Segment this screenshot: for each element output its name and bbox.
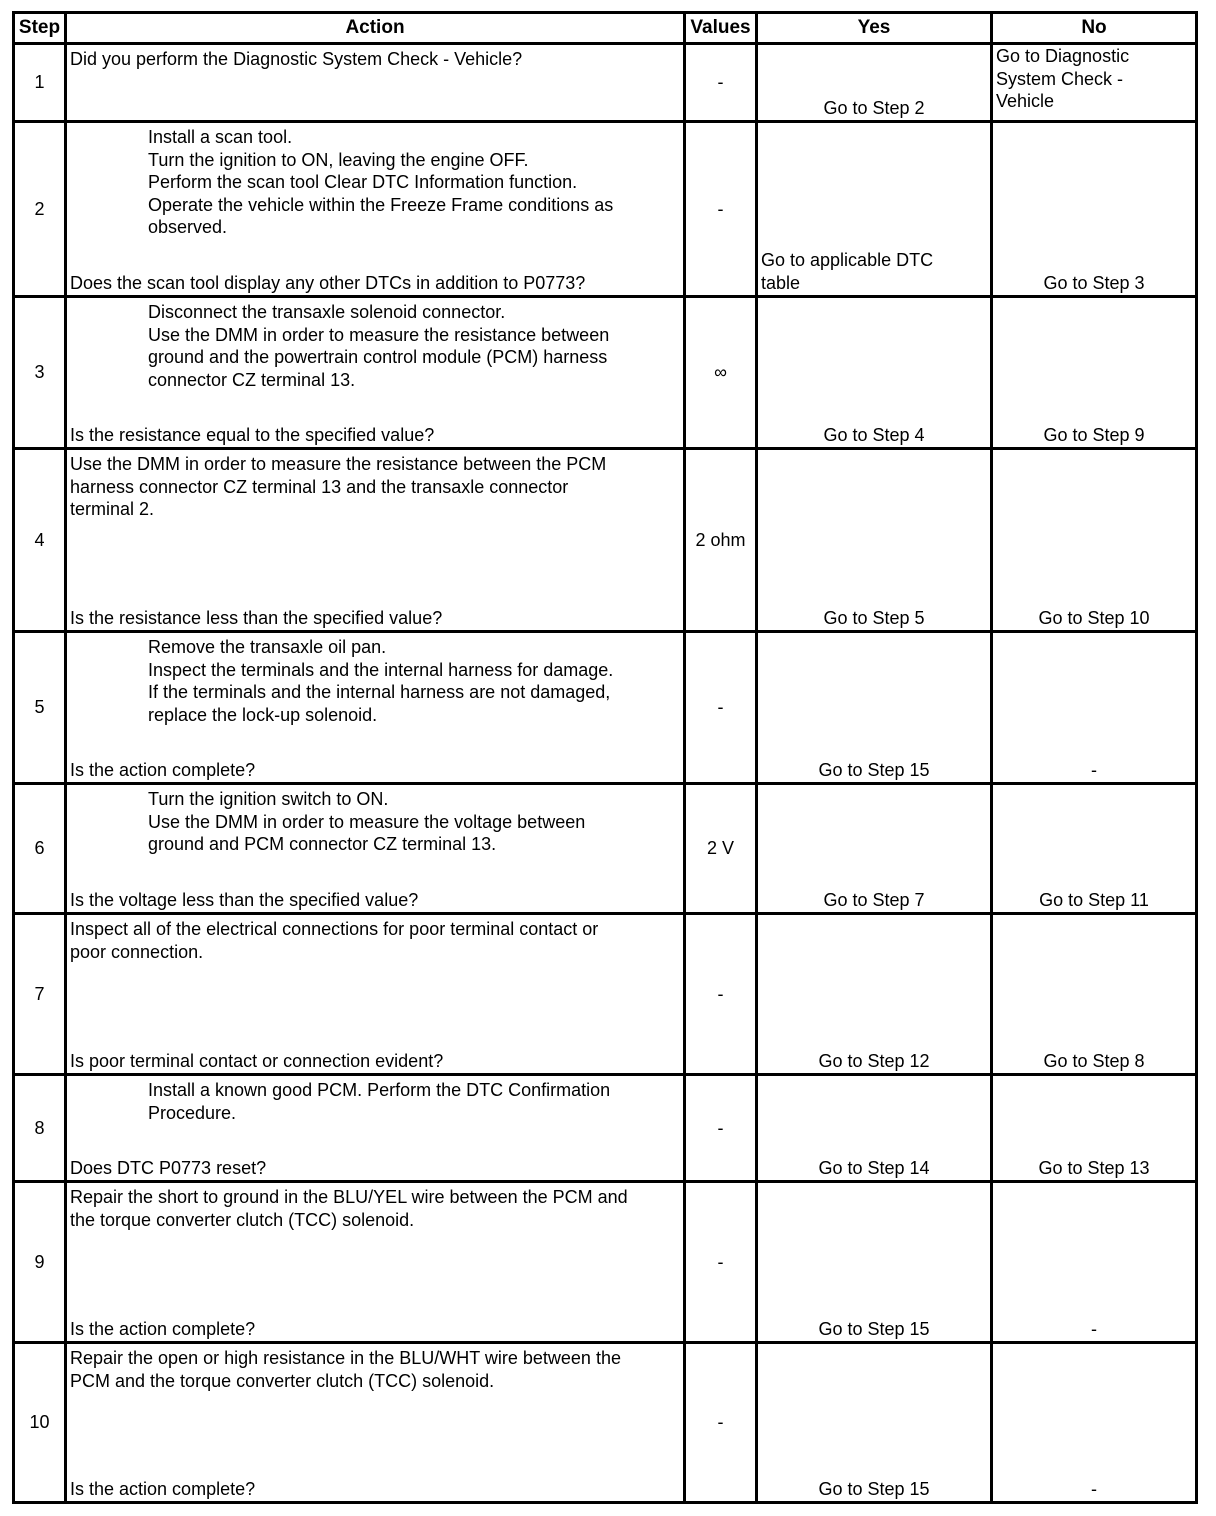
no-action: Go to Diagnostic System Check - Vehicle [996, 46, 1130, 111]
action-instructions: Repair the open or high resistance in the BLU/WHT wire between the PCM and the torque converter clutch (TCC) solenoid. [70, 1348, 621, 1391]
yes-cell [757, 1182, 992, 1343]
no-action: Go to Step 11 [1039, 889, 1149, 910]
header-yes: Yes [757, 13, 992, 44]
no-cell [992, 1075, 1197, 1182]
table-row [14, 914, 1197, 1075]
no-action: - [1091, 1478, 1097, 1499]
step-number: 4 [14, 449, 66, 632]
yes-cell [757, 1075, 992, 1182]
diagnostic-table [12, 11, 1198, 1504]
value-cell: - [685, 1182, 757, 1343]
yes-action: Go to Step 2 [823, 97, 925, 118]
action-instructions: Did you perform the Diagnostic System Check - Vehicle? [70, 49, 523, 69]
action-question: Does the scan tool display any other DTCs in addition to P0773? [70, 272, 586, 293]
table-row [14, 122, 1197, 297]
value-cell: - [685, 1075, 757, 1182]
no-cell [992, 914, 1197, 1075]
value-cell: ∞ [685, 297, 757, 449]
action-question: Does DTC P0773 reset? [70, 1157, 267, 1178]
no-action: Go to Step 3 [1043, 272, 1145, 293]
yes-action: Go to Step 12 [818, 1050, 930, 1071]
action-instructions: Install a known good PCM. Perform the DTC Confirmation Procedure. [148, 1080, 611, 1123]
header-row [14, 13, 1197, 44]
value-cell: - [685, 44, 757, 122]
step-number: 9 [14, 1182, 66, 1343]
action-cell [66, 1182, 685, 1343]
header-no: No [992, 13, 1197, 44]
yes-cell [757, 632, 992, 784]
no-cell [992, 122, 1197, 297]
action-question: Is the action complete? [70, 759, 256, 780]
yes-cell [757, 297, 992, 449]
action-cell [66, 44, 685, 122]
yes-action: Go to Step 4 [823, 424, 925, 445]
step-number: 5 [14, 632, 66, 784]
table-row [14, 1343, 1197, 1503]
action-cell [66, 784, 685, 914]
action-question: Is poor terminal contact or connection evident? [70, 1050, 444, 1071]
action-question: Is the resistance equal to the specified value? [70, 424, 435, 445]
no-cell [992, 784, 1197, 914]
value-cell: 2 ohm [685, 449, 757, 632]
step-number: 2 [14, 122, 66, 297]
action-instructions: Remove the transaxle oil pan. Inspect the terminals and the internal harness for damage. If the terminals and the internal harness are not damaged, replace the lock-up solenoid. [148, 637, 614, 725]
action-question: Is the action complete? [70, 1318, 256, 1339]
table-row [14, 1075, 1197, 1182]
no-cell [992, 297, 1197, 449]
no-action: Go to Step 9 [1043, 424, 1145, 445]
value-cell: 2 V [685, 784, 757, 914]
step-number: 8 [14, 1075, 66, 1182]
action-cell [66, 914, 685, 1075]
yes-cell [757, 784, 992, 914]
yes-cell [757, 1343, 992, 1503]
table-row [14, 44, 1197, 122]
yes-cell [757, 449, 992, 632]
value-cell: - [685, 914, 757, 1075]
action-instructions: Turn the ignition switch to ON. Use the DMM in order to measure the voltage between ground and PCM connector CZ terminal 13. [148, 789, 586, 854]
action-cell [66, 1343, 685, 1503]
yes-action: Go to Step 14 [818, 1157, 930, 1178]
step-number: 7 [14, 914, 66, 1075]
header-step: Step [14, 13, 66, 44]
step-number: 1 [14, 44, 66, 122]
action-question: Is the resistance less than the specified value? [70, 607, 443, 628]
yes-action: Go to Step 15 [818, 1318, 930, 1339]
table-row [14, 1182, 1197, 1343]
no-cell [992, 1182, 1197, 1343]
yes-cell [757, 914, 992, 1075]
table-row [14, 449, 1197, 632]
value-cell: - [685, 632, 757, 784]
table-row [14, 297, 1197, 449]
no-cell [992, 44, 1197, 122]
action-cell [66, 122, 685, 297]
action-cell [66, 449, 685, 632]
step-number: 3 [14, 297, 66, 449]
action-instructions: Install a scan tool. Turn the ignition to ON, leaving the engine OFF. Perform the scan tool Clear DTC Information function. Operate the vehicle within the Freeze Frame conditions as observed. [148, 127, 614, 237]
action-instructions: Use the DMM in order to measure the resistance between the PCM harness connector CZ terminal 13 and the transaxle connector terminal 2. [70, 454, 607, 519]
value-cell: - [685, 122, 757, 297]
yes-action: Go to applicable DTC table [761, 250, 934, 293]
value-cell: - [685, 1343, 757, 1503]
yes-action: Go to Step 15 [818, 1478, 930, 1499]
no-cell [992, 632, 1197, 784]
action-question: Is the action complete? [70, 1478, 256, 1499]
yes-action: Go to Step 15 [818, 759, 930, 780]
no-cell [992, 449, 1197, 632]
no-action: Go to Step 10 [1038, 607, 1150, 628]
action-cell [66, 632, 685, 784]
header-action: Action [66, 13, 685, 44]
yes-action: Go to Step 7 [823, 889, 925, 910]
step-number: 6 [14, 784, 66, 914]
action-cell [66, 297, 685, 449]
table-row [14, 632, 1197, 784]
header-values: Values [685, 13, 757, 44]
no-action: - [1091, 1318, 1097, 1339]
action-cell [66, 1075, 685, 1182]
action-instructions: Disconnect the transaxle solenoid connector. Use the DMM in order to measure the resistance between ground and the powertrain control module (PCM) harness connector CZ terminal 13. [148, 302, 610, 390]
no-action: Go to Step 8 [1043, 1050, 1145, 1071]
yes-cell [757, 122, 992, 297]
no-cell [992, 1343, 1197, 1503]
yes-cell [757, 44, 992, 122]
no-action: - [1091, 759, 1097, 780]
yes-action: Go to Step 5 [823, 607, 925, 628]
action-instructions: Inspect all of the electrical connections for poor terminal contact or poor connection. [70, 919, 599, 962]
table-row [14, 784, 1197, 914]
action-question: Is the voltage less than the specified value? [70, 889, 419, 910]
no-action: Go to Step 13 [1038, 1157, 1150, 1178]
action-instructions: Repair the short to ground in the BLU/YEL wire between the PCM and the torque converter clutch (TCC) solenoid. [70, 1187, 628, 1230]
step-number: 10 [14, 1343, 66, 1503]
